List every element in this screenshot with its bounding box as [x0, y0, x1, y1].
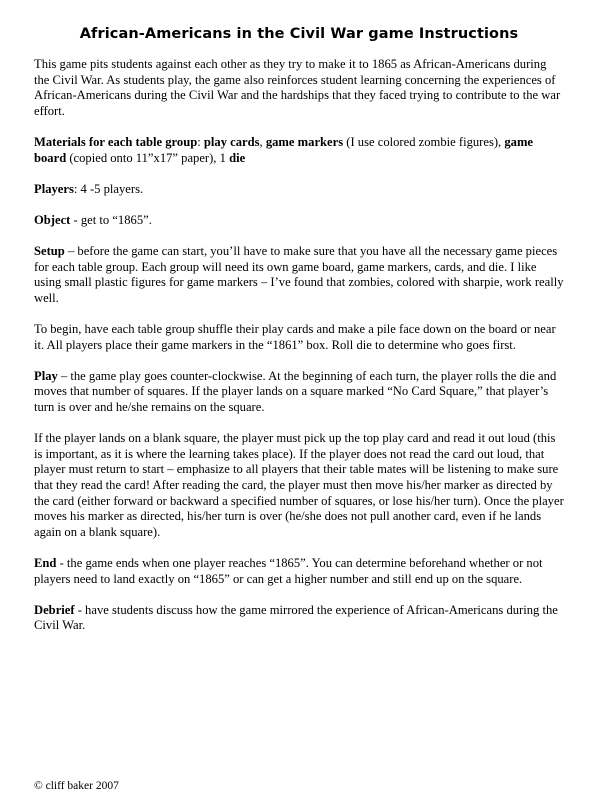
materials-note: (I use colored zombie figures),	[343, 134, 505, 149]
object-paragraph	[34, 213, 564, 229]
end-paragraph	[34, 556, 564, 587]
materials-paragraph	[34, 135, 564, 166]
materials-play-cards: play cards	[203, 134, 260, 149]
materials-game-board: game board	[34, 134, 534, 165]
setup-paragraph	[34, 244, 564, 306]
materials-die: die	[229, 150, 246, 165]
debrief-label: Debrief	[34, 602, 75, 617]
setup-label: Setup	[34, 244, 65, 259]
copyright-footer: © cliff baker 2007	[34, 780, 119, 792]
object-text: - get to “1865”.	[70, 212, 152, 227]
players-paragraph	[34, 182, 564, 198]
materials-note2: (copied onto 11”x17” paper), 1	[66, 150, 230, 165]
blank-square-paragraph: If the player lands on a blank square, the player must pick up the top play card and read it out loud (this is important, as it is where the learning takes place). If the player does not read the card out loud, that player must return to start – emphasize to all players that their table mates will be listening to make sure that they read the card! After reading the card, the player must then move his/her marker as directed by the card (either forward or backward a specified number of squares, or lose his/her turn). Once the player moves his marker as directed, his/her turn is over (he/she does not pull another card, even if he lands again on a blank square).	[34, 431, 564, 539]
play-paragraph	[34, 369, 564, 416]
materials-game-markers: game markers	[265, 134, 344, 149]
end-text: - the game ends when one player reaches “1865”. You can determine beforehand whether or not players need to land exactly on “1865” or can get a higher number and still end up on the square.	[34, 556, 543, 586]
intro-paragraph: This game pits students against each other as they try to make it to 1865 as African-Americans during the Civil War. As students play, the game also reinforces student learning concerning the experiences of African-Americans during the Civil War and the hardships that they faced trying to contribute to the war effort.	[34, 57, 561, 118]
end-label: End	[34, 556, 57, 570]
debrief-paragraph	[34, 603, 564, 634]
page-title: African-Americans in the Civil War game Instructions	[79, 26, 519, 42]
play-text: – the game play goes counter-clockwise. At the beginning of each turn, the player rolls the die and moves that number of squares. If the player lands on a square marked “No Card Square,” that player’s turn is over and he/she remains on the square.	[34, 368, 557, 415]
setup-text: – before the game can start, you’ll have to make sure that you have all the necessary game pieces for each table group. Each group will need its own game board, game markers, cards, and die. I like using small plastic figures for game markers – I’ve found that zombies, colored with sharpie, work really well.	[34, 244, 564, 305]
object-label: Object	[34, 212, 71, 227]
materials-sep2: ,	[259, 134, 266, 149]
play-label: Play	[34, 368, 58, 383]
players-label: Players	[34, 181, 74, 196]
materials-label: Materials for each table group	[34, 134, 198, 149]
debrief-text: - have students discuss how the game mirrored the experience of African-Americans during the Civil War.	[34, 602, 558, 633]
materials-sep1: :	[197, 134, 204, 149]
players-text: : 4 -5 players.	[73, 181, 144, 196]
begin-paragraph: To begin, have each table group shuffle their play cards and make a pile face down on the board or near it. All players place their game markers in the “1861” box. Roll die to determine who goes first.	[34, 322, 556, 352]
